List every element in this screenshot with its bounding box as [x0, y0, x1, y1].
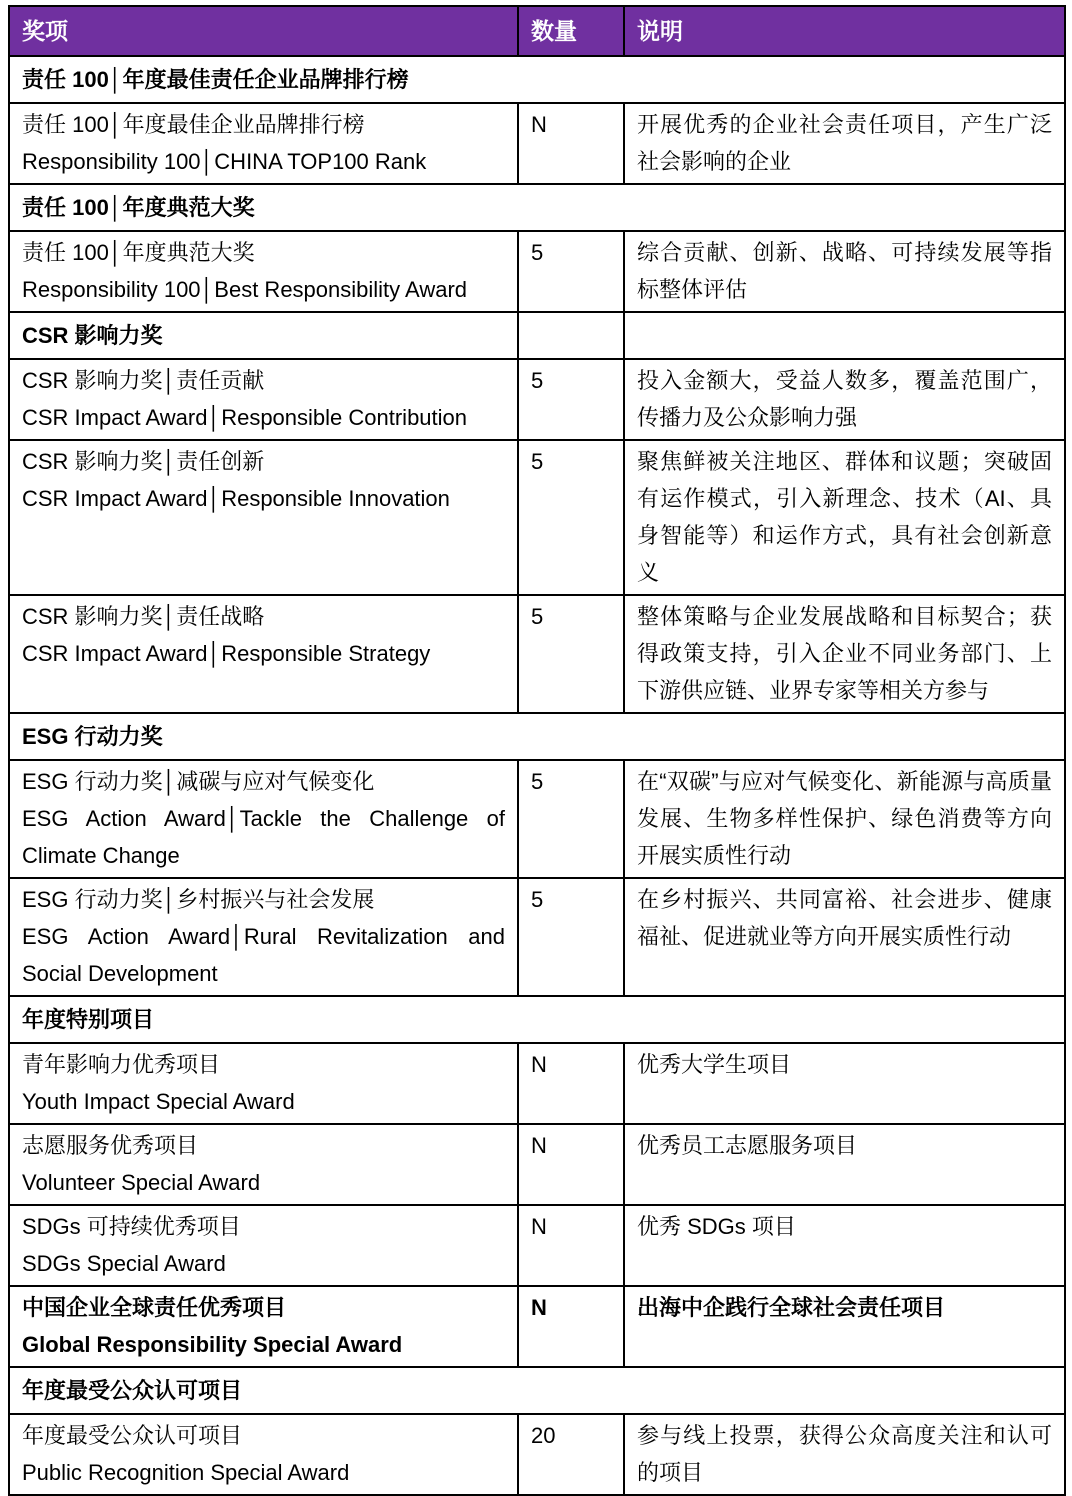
award-row — [9, 1286, 1065, 1367]
award-name-en: Responsibility 100│Best Responsibility Award — [22, 277, 468, 302]
award-cell — [9, 878, 518, 996]
award-name-zh: 年度最受公众认可项目 — [22, 1423, 243, 1448]
description-cell: 在“双碳”与应对气候变化、新能源与高质量发展、生物多样性保护、绿色消费等方向开展实质性行动 — [624, 760, 1065, 878]
award-name-en: CSR Impact Award│Responsible Strategy — [22, 641, 431, 666]
section-row — [9, 184, 1065, 231]
award-row — [9, 440, 1065, 595]
table-header — [9, 6, 1065, 56]
award-row — [9, 359, 1065, 440]
award-name-zh: 责任 100│年度典范大奖 — [22, 240, 255, 265]
award-cell — [9, 231, 518, 312]
award-name-en: Volunteer Special Award — [22, 1170, 261, 1195]
award-name-zh: SDGs 可持续优秀项目 — [22, 1214, 241, 1239]
description-cell: 综合贡献、创新、战略、可持续发展等指标整体评估 — [624, 231, 1065, 312]
quantity-cell: N — [518, 1043, 624, 1124]
award-row — [9, 595, 1065, 713]
awards-table — [8, 5, 1066, 1496]
award-row — [9, 760, 1065, 878]
section-title: 责任 100│年度典范大奖 — [9, 184, 1065, 231]
award-name-en: SDGs Special Award — [22, 1251, 226, 1276]
quantity-cell: N — [518, 103, 624, 184]
section-title: ESG 行动力奖 — [9, 713, 1065, 760]
description-cell: 优秀大学生项目 — [624, 1043, 1065, 1124]
award-row — [9, 878, 1065, 996]
description-cell: 优秀 SDGs 项目 — [624, 1205, 1065, 1286]
quantity-cell: N — [518, 1124, 624, 1205]
award-name-en: ESG Action Award│Rural Revitalization and Social Development — [22, 924, 505, 986]
table-body — [9, 56, 1065, 1495]
award-name-zh: CSR 影响力奖│责任创新 — [22, 449, 265, 474]
description-cell: 开展优秀的企业社会责任项目，产生广泛社会影响的企业 — [624, 103, 1065, 184]
section-title: CSR 影响力奖 — [9, 312, 518, 359]
award-name-zh: CSR 影响力奖│责任战略 — [22, 604, 265, 629]
award-cell — [9, 1286, 518, 1367]
award-row — [9, 231, 1065, 312]
header-row — [9, 6, 1065, 56]
award-cell — [9, 760, 518, 878]
award-cell — [9, 1124, 518, 1205]
description-cell: 出海中企践行全球社会责任项目 — [624, 1286, 1065, 1367]
section-title: 责任 100│年度最佳责任企业品牌排行榜 — [9, 56, 1065, 103]
section-row — [9, 1367, 1065, 1414]
header-quantity: 数量 — [518, 6, 624, 56]
award-name-zh: 责任 100│年度最佳企业品牌排行榜 — [22, 112, 365, 137]
award-name-en: Responsibility 100│CHINA TOP100 Rank — [22, 149, 427, 174]
award-row — [9, 1124, 1065, 1205]
award-row — [9, 1414, 1065, 1495]
award-name-en: Youth Impact Special Award — [22, 1089, 295, 1114]
quantity-cell: 20 — [518, 1414, 624, 1495]
description-cell: 投入金额大，受益人数多，覆盖范围广，传播力及公众影响力强 — [624, 359, 1065, 440]
quantity-cell: 5 — [518, 231, 624, 312]
award-name-en: ESG Action Award│Tackle the Challenge of Climate Change — [22, 806, 505, 868]
award-name-zh: 青年影响力优秀项目 — [22, 1052, 221, 1077]
quantity-cell-empty — [518, 312, 624, 359]
quantity-cell: 5 — [518, 878, 624, 996]
section-title: 年度最受公众认可项目 — [9, 1367, 1065, 1414]
award-cell — [9, 103, 518, 184]
quantity-cell: 5 — [518, 359, 624, 440]
award-name-en: CSR Impact Award│Responsible Contribution — [22, 405, 468, 430]
section-title: 年度特别项目 — [9, 996, 1065, 1043]
section-row — [9, 56, 1065, 103]
award-name-zh: CSR 影响力奖│责任贡献 — [22, 368, 265, 393]
award-cell — [9, 1205, 518, 1286]
award-name-zh: 志愿服务优秀项目 — [22, 1133, 199, 1158]
quantity-cell: 5 — [518, 440, 624, 595]
section-row — [9, 996, 1065, 1043]
description-cell: 整体策略与企业发展战略和目标契合；获得政策支持，引入企业不同业务部门、上下游供应链、业界专家等相关方参与 — [624, 595, 1065, 713]
award-name-zh: 中国企业全球责任优秀项目 — [22, 1295, 287, 1320]
quantity-cell: 5 — [518, 595, 624, 713]
description-cell: 聚焦鲜被关注地区、群体和议题；突破固有运作模式，引入新理念、技术（AI、具身智能等）和运作方式，具有社会创新意义 — [624, 440, 1065, 595]
award-row — [9, 1043, 1065, 1124]
description-cell: 优秀员工志愿服务项目 — [624, 1124, 1065, 1205]
award-name-en: Global Responsibility Special Award — [22, 1332, 403, 1357]
header-description: 说明 — [624, 6, 1065, 56]
award-cell — [9, 359, 518, 440]
quantity-cell: 5 — [518, 760, 624, 878]
quantity-cell: N — [518, 1205, 624, 1286]
award-cell — [9, 440, 518, 595]
header-award: 奖项 — [9, 6, 518, 56]
award-row — [9, 103, 1065, 184]
award-name-zh: ESG 行动力奖│减碳与应对气候变化 — [22, 769, 375, 794]
description-cell: 在乡村振兴、共同富裕、社会进步、健康福祉、促进就业等方向开展实质性行动 — [624, 878, 1065, 996]
description-cell-empty — [624, 312, 1065, 359]
quantity-cell: N — [518, 1286, 624, 1367]
description-cell: 参与线上投票，获得公众高度关注和认可的项目 — [624, 1414, 1065, 1495]
award-name-zh: ESG 行动力奖│乡村振兴与社会发展 — [22, 887, 375, 912]
award-row — [9, 1205, 1065, 1286]
award-cell — [9, 1414, 518, 1495]
section-row — [9, 312, 1065, 359]
award-name-en: Public Recognition Special Award — [22, 1460, 350, 1485]
award-name-en: CSR Impact Award│Responsible Innovation — [22, 486, 450, 511]
award-cell — [9, 595, 518, 713]
award-cell — [9, 1043, 518, 1124]
section-row — [9, 713, 1065, 760]
